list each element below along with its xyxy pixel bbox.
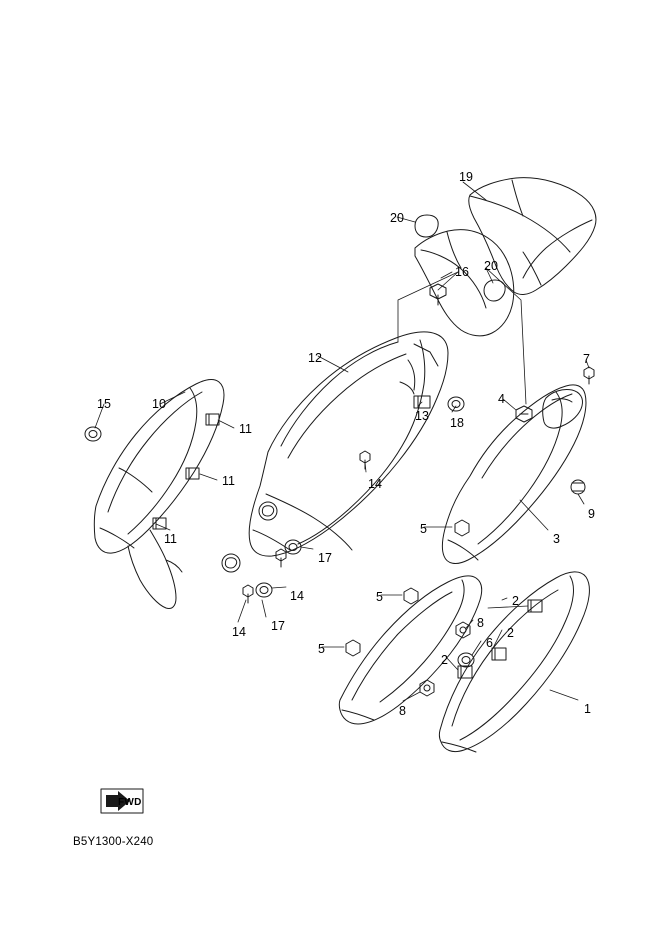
callout-number: 10 (152, 397, 166, 411)
callout-number: 2 (507, 626, 514, 640)
part-7-bracket (543, 389, 583, 428)
callout-number: 17 (318, 551, 332, 565)
clip-hardware-upper (414, 215, 505, 411)
fwd-direction-label: FWD (118, 797, 142, 808)
callout-number: 4 (498, 392, 505, 406)
callout-number: 19 (459, 170, 473, 184)
callout-number: 5 (318, 642, 325, 656)
callout-number: 1 (584, 702, 591, 716)
callout-number: 16 (455, 265, 469, 279)
callout-number: 11 (222, 474, 235, 488)
callout-number: 7 (583, 352, 590, 366)
callout-number: 12 (308, 351, 322, 365)
callout-number: 5 (420, 522, 427, 536)
callout-number: 11 (239, 422, 252, 436)
part-10-side-cover-left (94, 380, 224, 609)
callout-number: 14 (290, 589, 304, 603)
clip-hardware-left (85, 414, 370, 603)
callout-number: 14 (232, 625, 246, 639)
callout-number: 3 (553, 532, 560, 546)
leader-lines (95, 217, 589, 701)
callout-number: 9 (588, 507, 595, 521)
callout-number: 2 (441, 653, 448, 667)
callout-number: 15 (97, 397, 111, 411)
part-12-side-cover (249, 332, 448, 556)
part-code-label: B5Y1300-X240 (73, 836, 154, 848)
callout-number: 20 (390, 211, 404, 225)
callout-number: 8 (477, 616, 484, 630)
callout-number: 13 (415, 409, 429, 423)
callout-number: 11 (164, 532, 177, 546)
callout-number: 6 (486, 636, 493, 650)
callout-number: 20 (484, 259, 498, 273)
callout-number: 8 (399, 704, 406, 718)
callout-number: 2 (512, 594, 519, 608)
callout-number: 14 (368, 477, 382, 491)
callout-number: 17 (271, 619, 285, 633)
callout-number: 18 (450, 416, 464, 430)
callout-number: 5 (376, 590, 383, 604)
part-3-rear-side-cover (442, 385, 586, 564)
part-16-inner-fender (415, 230, 514, 336)
part-19-seat-cowl (469, 178, 596, 295)
